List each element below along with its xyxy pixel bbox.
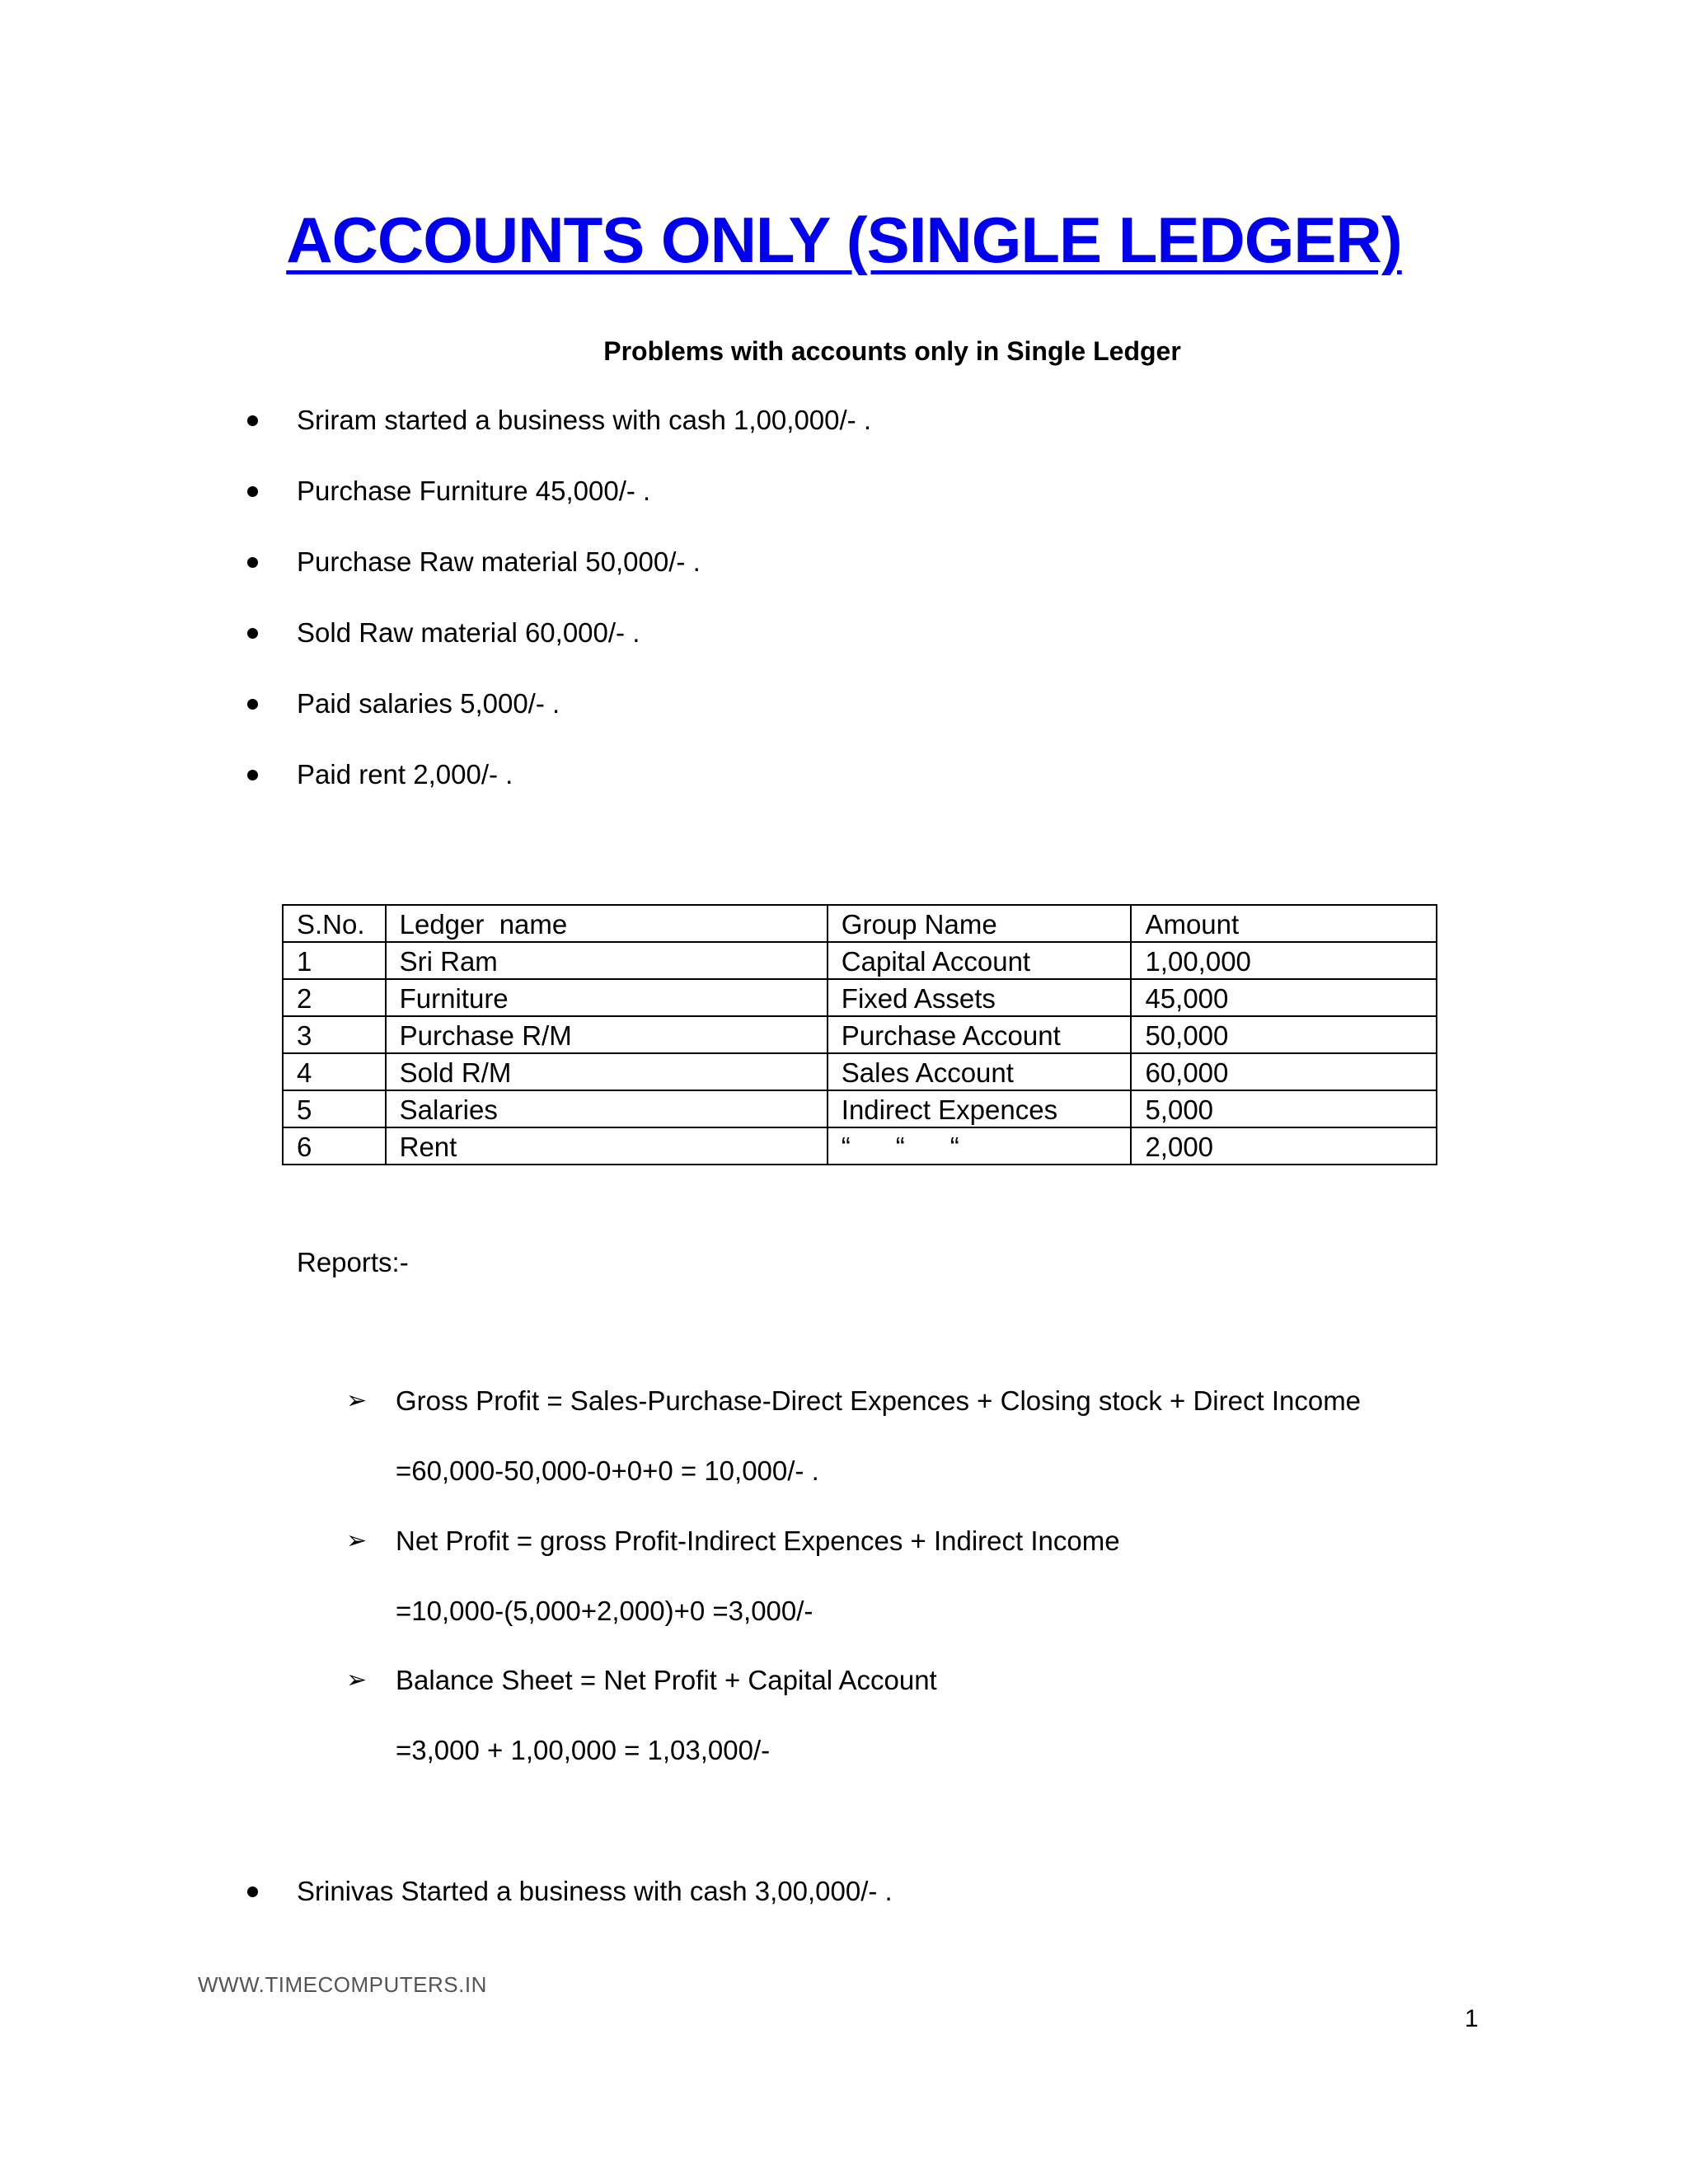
cell-amount: 50,000: [1131, 1016, 1437, 1053]
list-item-text: Paid rent 2,000/- .: [297, 759, 513, 790]
table-row: [283, 1127, 1437, 1165]
cell-amount: 1,00,000: [1131, 942, 1437, 979]
bullet-dot-icon: [247, 1886, 258, 1897]
bullet-dot-icon: [247, 557, 258, 568]
page-title: ACCOUNTS ONLY (SINGLE LEDGER): [286, 204, 1402, 276]
bullet-dot-icon: [247, 628, 258, 639]
header-ledger-name: Ledger name: [386, 905, 828, 942]
list-item-text: Paid salaries 5,000/- .: [297, 688, 560, 719]
cell-ledger-name: Furniture: [386, 979, 828, 1016]
arrow-right-icon: ➢: [346, 1386, 368, 1415]
bullet-dot-icon: [247, 415, 258, 426]
report-formula-text: Balance Sheet = Net Profit + Capital Account: [396, 1665, 937, 1695]
cell-group-name: Fixed Assets: [828, 979, 1132, 1016]
cell-ledger-name: Rent: [386, 1127, 828, 1165]
cell-sno: 3: [283, 1016, 386, 1053]
cell-amount: 60,000: [1131, 1053, 1437, 1090]
cell-sno: 2: [283, 979, 386, 1016]
bullet-dot-icon: [247, 486, 258, 497]
cell-sno: 4: [283, 1053, 386, 1090]
bullet-dot-icon: [247, 770, 258, 780]
list-item-text: Sriram started a business with cash 1,00,000/- .: [297, 405, 871, 435]
cell-sno: 5: [283, 1090, 386, 1127]
table-row: [283, 1090, 1437, 1127]
cell-sno: 6: [283, 1127, 386, 1165]
page-subtitle: Problems with accounts only in Single Ledger: [603, 336, 1181, 366]
table-row: [283, 979, 1437, 1016]
reports-label: Reports:-: [297, 1247, 409, 1277]
table-row: [283, 942, 1437, 979]
cell-amount: 45,000: [1131, 979, 1437, 1016]
cell-ledger-name: Sri Ram: [386, 942, 828, 979]
header-group-name: Group Name: [828, 905, 1132, 942]
cell-group-name: Indirect Expences: [828, 1090, 1132, 1127]
cell-ledger-name: Sold R/M: [386, 1053, 828, 1090]
page-number: 1: [1465, 2005, 1479, 2032]
report-calculation-gross-profit: =60,000-50,000-0+0+0 = 10,000/- .: [396, 1455, 819, 1486]
header-sno: S.No.: [283, 905, 386, 942]
cell-sno: 1: [283, 942, 386, 979]
ledger-table: [282, 904, 1437, 1165]
list-item-text: Purchase Furniture 45,000/- .: [297, 476, 651, 506]
cell-group-name: Sales Account: [828, 1053, 1132, 1090]
header-amount: Amount: [1131, 905, 1437, 942]
cell-group-name: Capital Account: [828, 942, 1132, 979]
list-item-text: Purchase Raw material 50,000/- .: [297, 546, 701, 577]
cell-amount: 5,000: [1131, 1090, 1437, 1127]
arrow-right-icon: ➢: [346, 1666, 368, 1694]
report-calculation-balance-sheet: =3,000 + 1,00,000 = 1,03,000/-: [396, 1735, 771, 1765]
cell-group-name: Purchase Account: [828, 1016, 1132, 1053]
list-item-text: Srinivas Started a business with cash 3,00,000/- .: [297, 1876, 893, 1906]
report-calculation-net-profit: =10,000-(5,000+2,000)+0 =3,000/-: [396, 1596, 814, 1626]
cell-amount: 2,000: [1131, 1127, 1437, 1165]
cell-group-name: “ “ “: [828, 1127, 1132, 1165]
table-row: [283, 1016, 1437, 1053]
arrow-right-icon: ➢: [346, 1526, 368, 1555]
footer-url: WWW.TIMECOMPUTERS.IN: [198, 1972, 487, 1997]
table-row: [283, 1053, 1437, 1090]
bullet-dot-icon: [247, 699, 258, 710]
report-formula-text: Gross Profit = Sales-Purchase-Direct Expences + Closing stock + Direct Income: [396, 1385, 1362, 1416]
table-header-row: [283, 905, 1437, 942]
cell-ledger-name: Salaries: [386, 1090, 828, 1127]
list-item-text: Sold Raw material 60,000/- .: [297, 617, 640, 648]
cell-ledger-name: Purchase R/M: [386, 1016, 828, 1053]
report-formula-text: Net Profit = gross Profit-Indirect Expences + Indirect Income: [396, 1526, 1120, 1556]
